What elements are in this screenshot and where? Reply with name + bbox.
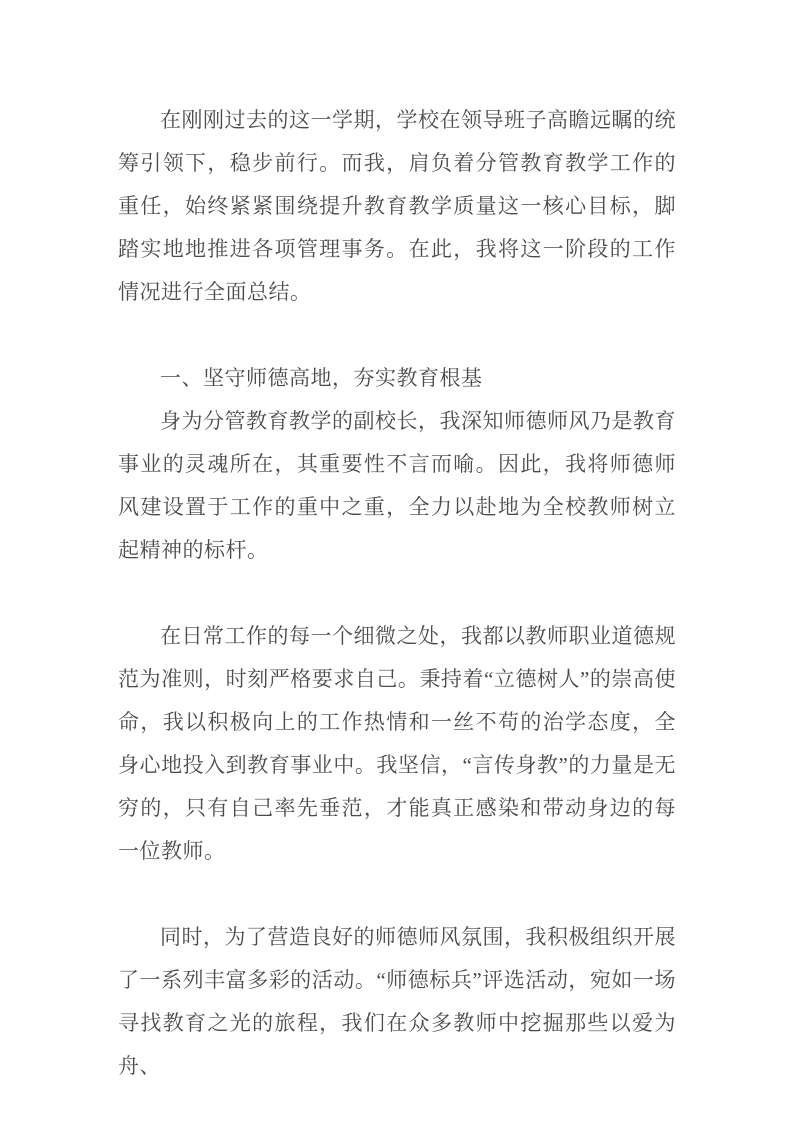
section-1-paragraph-3: 同时，为了营造良好的师德师风氛围，我积极组织开展了一系列丰富多彩的活动。“师德标兵”评选活动，宛如一场寻找教育之光的旅程，我们在众多教师中挖掘那些以爱为舟、 [118, 925, 676, 1078]
section-1-paragraph-1: 身为分管教育教学的副校长，我深知师德师风乃是教育事业的灵魂所在，其重要性不言而喻。因此，我将师德师风建设置于工作的重中之重，全力以赴地为全校教师树立起精神的标杆。 [118, 409, 676, 562]
section-1-heading: 一、坚守师德高地，夯实教育根基 [160, 366, 483, 390]
section-1-paragraph-2: 在日常工作的每一个细微之处，我都以教师职业道德规范为准则，时刻严格要求自己。秉持着“立德树人”的崇高使命，我以积极向上的工作热情和一丝不苟的治学态度，全身心地投入到教育事业中。我坚信，“言传身教”的力量是无穷的，只有自己率先垂范，才能真正感染和带动身边的每一位教师。 [118, 624, 676, 863]
intro-paragraph: 在刚刚过去的这一学期，学校在领导班子高瞻远瞩的统筹引领下，稳步前行。而我，肩负着分管教育教学工作的重任，始终紧紧围绕提升教育教学质量这一核心目标，脚踏实地地推进各项管理事务。在此，我将这一阶段的工作情况进行全面总结。 [118, 108, 676, 304]
